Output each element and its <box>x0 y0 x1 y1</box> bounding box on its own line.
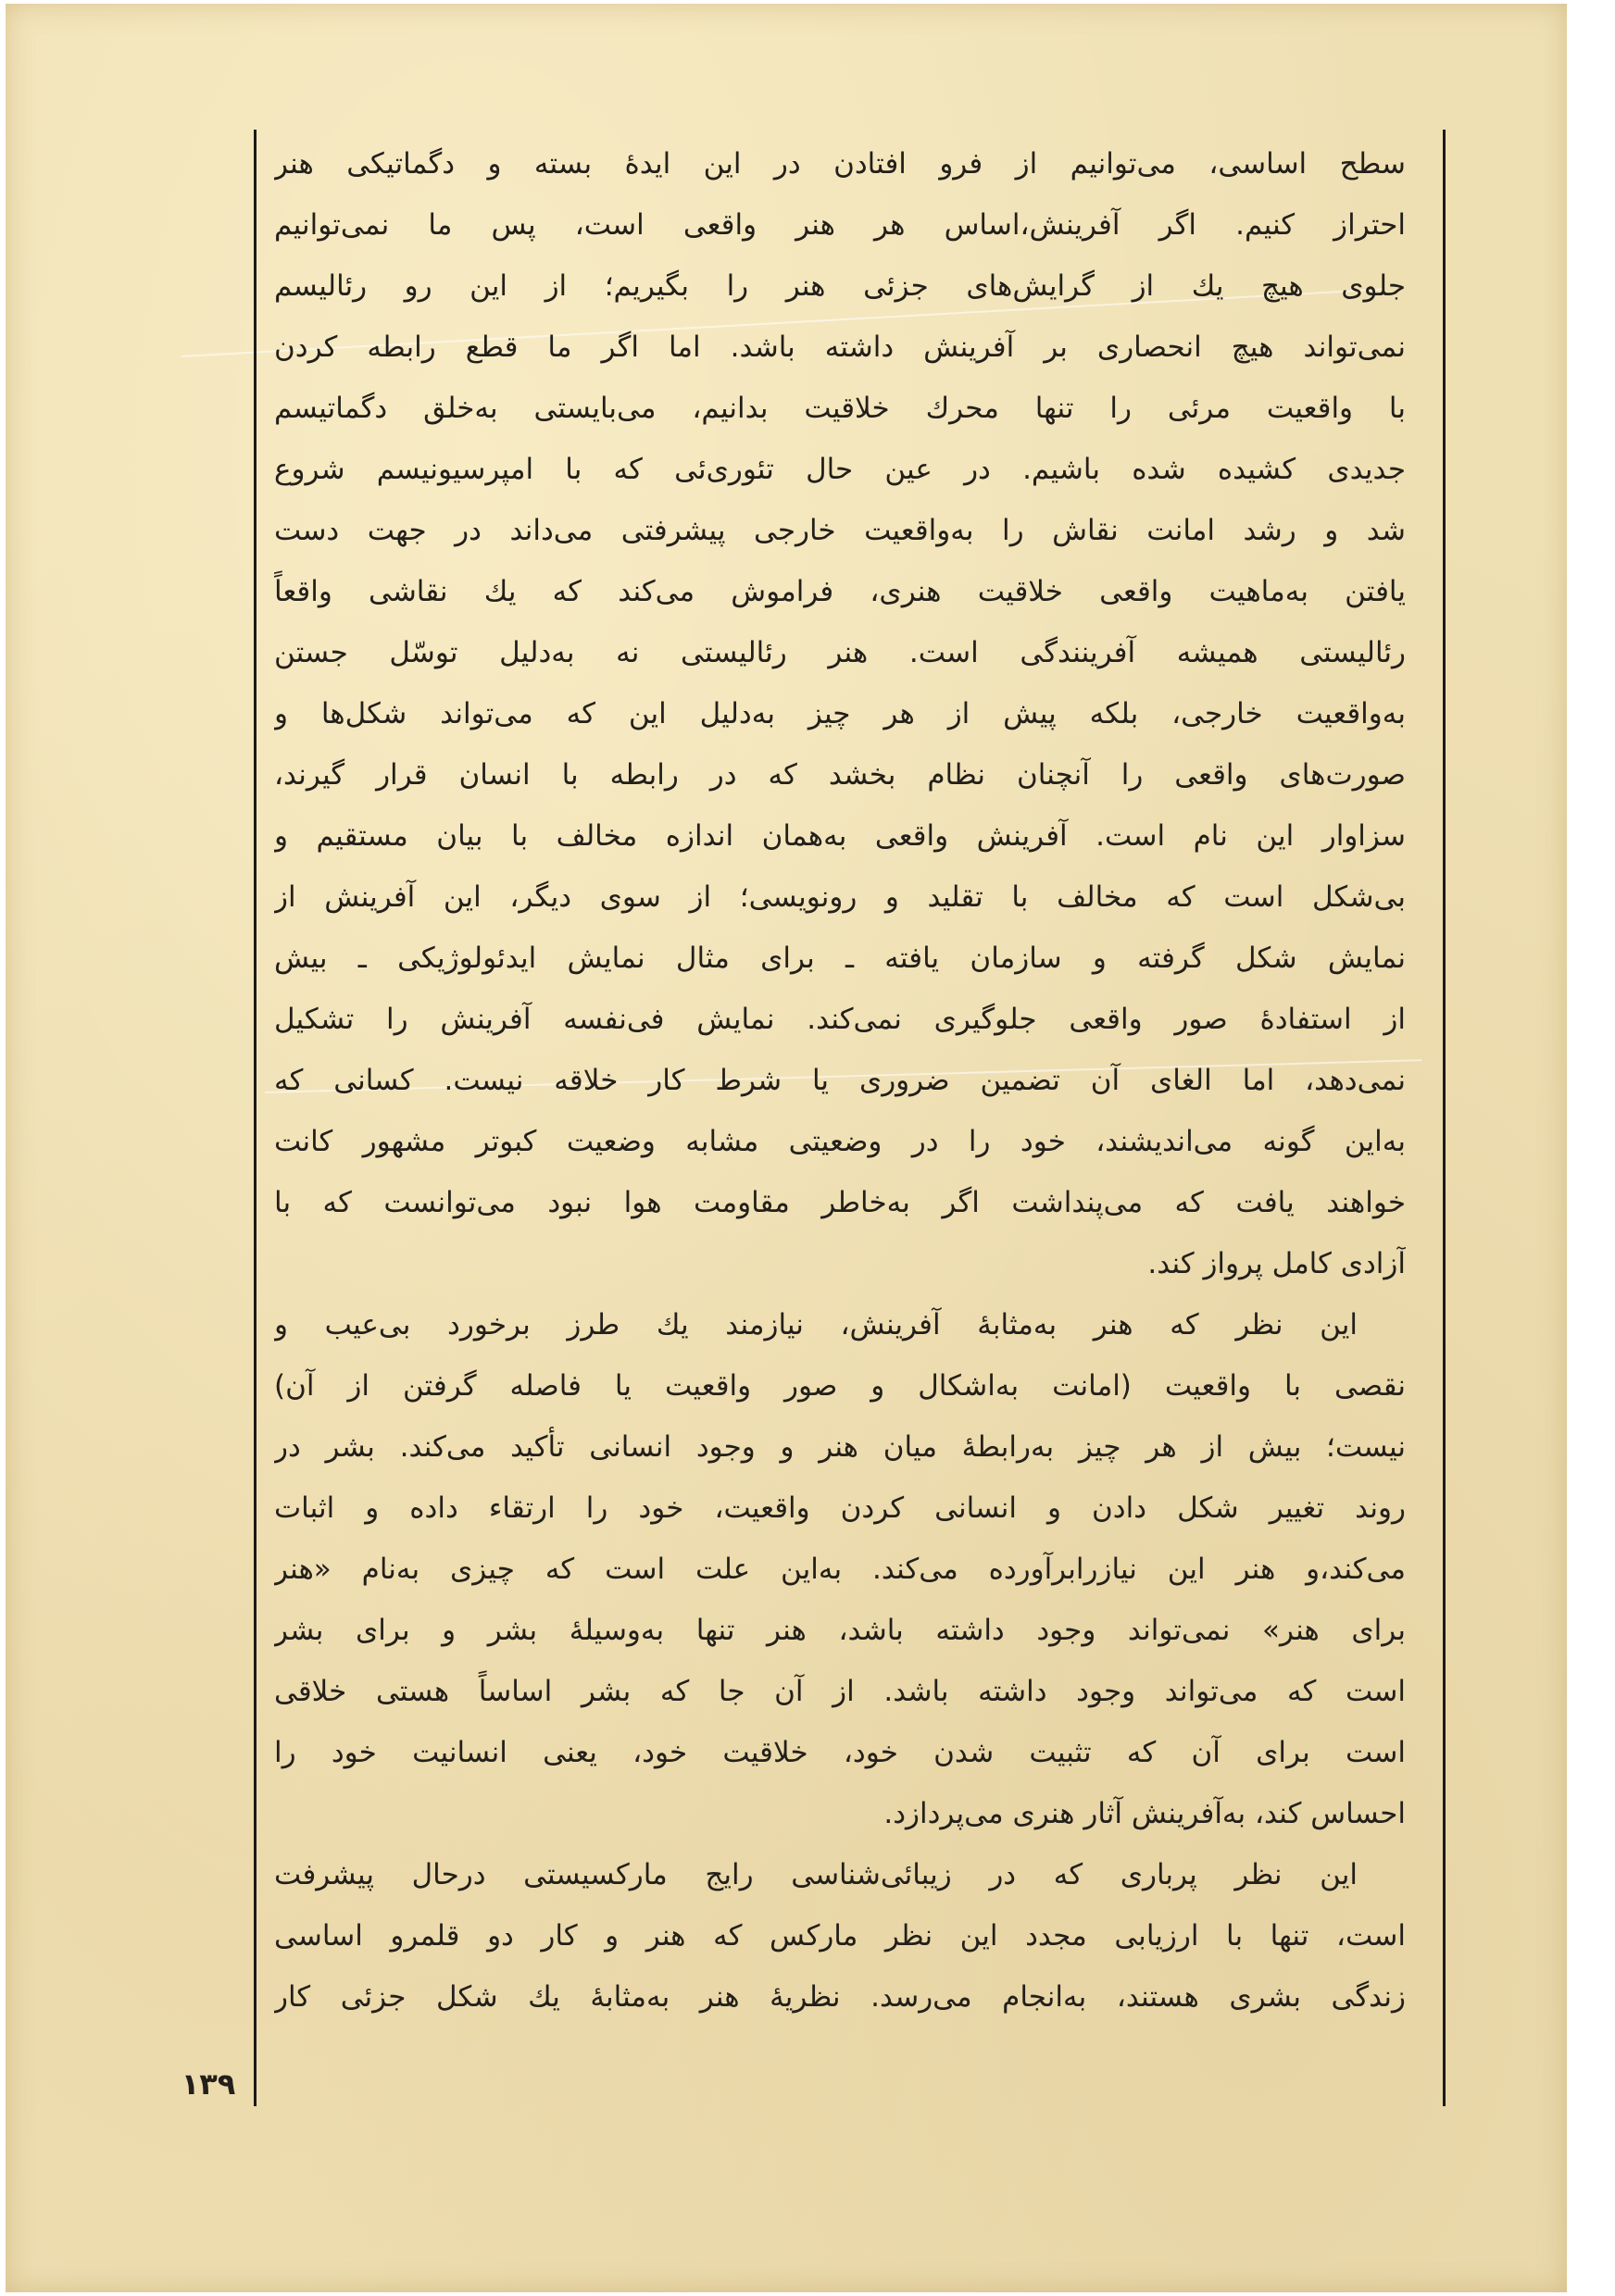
text-line: خواهند یافت که می‌پنداشت اگر به‌خاطر مقاومت هوا نبود می‌توانست که با <box>274 1186 1406 1219</box>
text-line: صورت‌های واقعی را آنچنان نظام بخشد که در رابطه با انسان قرار گیرند، <box>274 758 1406 792</box>
text-line: احتراز کنیم. اگر آفرینش،اساس هر هنر واقعی است، پس ما نمی‌توانیم <box>274 208 1406 242</box>
text-line: روند تغییر شکل دادن و انسانی کردن واقعیت، خود را ارتقاء داده و اثبات <box>274 1491 1406 1525</box>
paragraph-start-line: این نظر پرباری که در زیبائی‌شناسی رایج مارکسیستی درحال پیشرفت <box>274 1858 1358 1891</box>
right-margin-rule <box>1443 130 1446 2106</box>
text-line: نیست؛ بیش از هر چیز به‌رابطهٔ میان هنر و وجود انسانی تأکید می‌کند. بشر در <box>274 1430 1406 1464</box>
paragraph-end-line: احساس کند، به‌آفرینش آثار هنری می‌پردازد. <box>883 1797 1406 1830</box>
text-line: سطح اساسی، می‌توانیم از فرو افتادن در این ایدهٔ بسته و دگماتیکی هنر <box>274 147 1406 181</box>
page-number: ۱۳۹ <box>181 2066 236 2102</box>
text-line: با واقعیت مرئی را تنها محرك خلاقیت بدانیم، می‌بایستی به‌خلق دگماتیسم <box>274 392 1406 425</box>
text-line: برای هنر» نمی‌تواند وجود داشته باشد، هنر تنها به‌وسیلهٔ بشر و برای بشر <box>274 1614 1406 1647</box>
text-line: نقصی با واقعیت (امانت به‌اشکال و صور واقعیت یا فاصله گرفتن از آن) <box>274 1369 1406 1403</box>
text-line: سزاوار این نام است. آفرینش واقعی به‌همان اندازه مخالف با بیان مستقیم و <box>274 819 1406 853</box>
text-line: بی‌شکل است که مخالف با تقلید و رونویسی؛ از سوی دیگر، این آفرینش از <box>274 880 1406 914</box>
text-line: نمایش شکل گرفته و سازمان یافته ـ برای مثال نمایش ایدئولوژیکی ـ بیش <box>274 942 1406 975</box>
body-text <box>274 133 1406 2028</box>
text-line: جدیدی کشیده شده باشیم. در عین حال تئوری‌ئی که با امپرسیونیسم شروع <box>274 453 1406 486</box>
text-line: است که می‌تواند وجود داشته باشد. از آن جا که بشر اساساً هستی خلاقی <box>274 1675 1406 1708</box>
text-line: است، تنها با ارزیابی مجدد این نظر مارکس که هنر و کار دو قلمرو اساسی <box>274 1919 1406 1953</box>
text-line: نمی‌دهد، اما الغای آن تضمین ضروری یا شرط کار خلاقه نیست. کسانی که <box>274 1064 1406 1097</box>
text-line: از استفادهٔ صور واقعی جلوگیری نمی‌کند. نمایش فی‌نفسه آفرینش را تشکیل <box>274 1003 1406 1036</box>
text-line: است برای آن که تثبیت شدن خود، خلاقیت خود، یعنی انسانیت خود را <box>274 1736 1406 1769</box>
paragraph-start-line: این نظر که هنر به‌مثابهٔ آفرینش، نیازمند یك طرز برخورد بی‌عیب و <box>274 1308 1358 1341</box>
paragraph-end-line: آزادی کامل پرواز کند. <box>1147 1247 1406 1280</box>
text-line: یافتن به‌ماهیت واقعی خلاقیت هنری، فراموش می‌کند که یك نقاشی واقعاً <box>274 575 1406 608</box>
text-line: می‌کند،و هنر این نیازرابرآورده می‌کند. به‌این علت است که چیزی به‌نام «هنر <box>274 1553 1406 1586</box>
text-line: شد و رشد امانت نقاش را به‌واقعیت خارجی پیشرفتی می‌داند در جهت دست <box>274 514 1406 547</box>
text-line: به‌واقعیت خارجی، بلکه پیش از هر چیز به‌دلیل این که می‌تواند شکل‌ها و <box>274 697 1406 730</box>
text-line: نمی‌تواند هیچ انحصاری بر آفرینش داشته باشد. اما اگر ما قطع رابطه کردن <box>274 331 1406 364</box>
text-line: به‌این گونه می‌اندیشند، خود را در وضعیتی مشابه وضعیت کبوتر مشهور کانت <box>274 1125 1406 1158</box>
text-line: جلوی هیچ یك از گرایش‌های جزئی هنر را بگیریم؛ از این رو رئالیسم <box>274 269 1406 303</box>
left-margin-rule <box>254 130 257 2106</box>
text-line: زندگی بشری هستند، به‌انجام می‌رسد. نظریهٔ هنر به‌مثابهٔ یك شکل جزئی کار <box>274 1980 1406 2014</box>
text-line: رئالیستی همیشه آفرینندگی است. هنر رئالیستی نه به‌دلیل توسّل جستن <box>274 636 1406 669</box>
